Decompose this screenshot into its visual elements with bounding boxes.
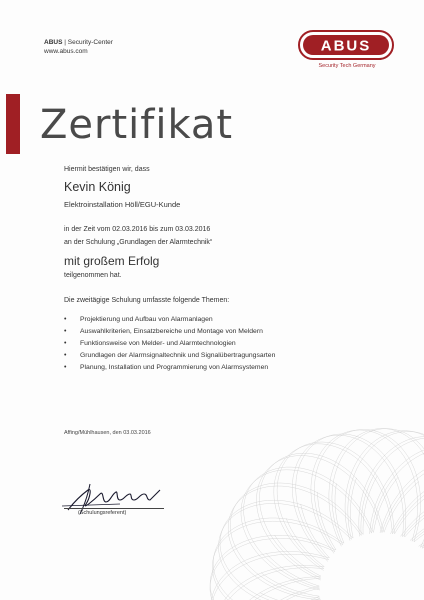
list-item: • Planung, Installation und Programmierung von Alarmsystemen [64, 362, 394, 374]
guilloche-stroke [359, 437, 424, 600]
course-period: in der Zeit vom 02.03.2016 bis zum 03.03.2016 [64, 226, 211, 233]
topics-intro: Die zweitägige Schulung umfasste folgende Themen: [64, 297, 230, 304]
recipient-company: Elektroinstallation Höll/EGU-Kunde [64, 200, 181, 209]
guilloche-stroke [260, 590, 424, 600]
guilloche-stroke [257, 456, 424, 600]
logo-text: ABUS [320, 37, 372, 55]
header-info [44, 38, 113, 56]
list-item: • Grundlagen der Alarmsignaltechnik und Signalübertragungsarten [64, 350, 394, 362]
guilloche-stroke [305, 524, 424, 600]
distinction: mit großem Erfolg [64, 254, 160, 268]
logo-tagline: Security Tech Germany [318, 63, 376, 69]
participation-text: teilgenommen hat. [64, 272, 122, 279]
header-separator: | [64, 39, 66, 46]
intro-text: Hiermit bestätigen wir, dass [64, 166, 150, 173]
guilloche-stroke [268, 570, 424, 600]
guilloche-stroke [341, 489, 424, 600]
guilloche-stroke [238, 467, 398, 600]
header-brand: ABUS [44, 39, 63, 46]
signature-line [64, 508, 164, 509]
list-item: • Projektierung und Aufbau von Alarmanlagen [64, 314, 394, 326]
abus-logo [298, 30, 394, 60]
signature-caption: (Schulungsreferent) [78, 510, 127, 516]
guilloche-stroke [212, 434, 424, 600]
guilloche-stroke [292, 435, 424, 600]
guilloche-stroke [251, 573, 424, 600]
guilloche-stroke [219, 432, 424, 600]
list-item: • Funktionsweise von Melder- und Alarmtechnologien [64, 338, 394, 350]
topics-list [64, 314, 394, 374]
list-item: • Auswahlkriterien, Einsatzbereiche und Montage von Meldern [64, 326, 394, 338]
header-website: www.abus.com [44, 48, 88, 55]
accent-bar [6, 94, 20, 154]
certificate-title: Zertifikat [40, 102, 234, 148]
guilloche-stroke [216, 518, 424, 600]
place-date: Affing/Mühlhausen, den 03.03.2016 [64, 430, 151, 436]
guilloche-watermark [200, 380, 424, 600]
guilloche-stroke [290, 541, 424, 600]
guilloche-stroke [322, 507, 424, 600]
guilloche-stroke [228, 438, 424, 600]
recipient-name: Kevin König [64, 180, 131, 194]
guilloche-stroke [230, 476, 380, 600]
header-center-name: Security-Center [67, 39, 113, 46]
course-name: an der Schulung „Grundlagen der Alarmtechnik“ [64, 239, 213, 246]
